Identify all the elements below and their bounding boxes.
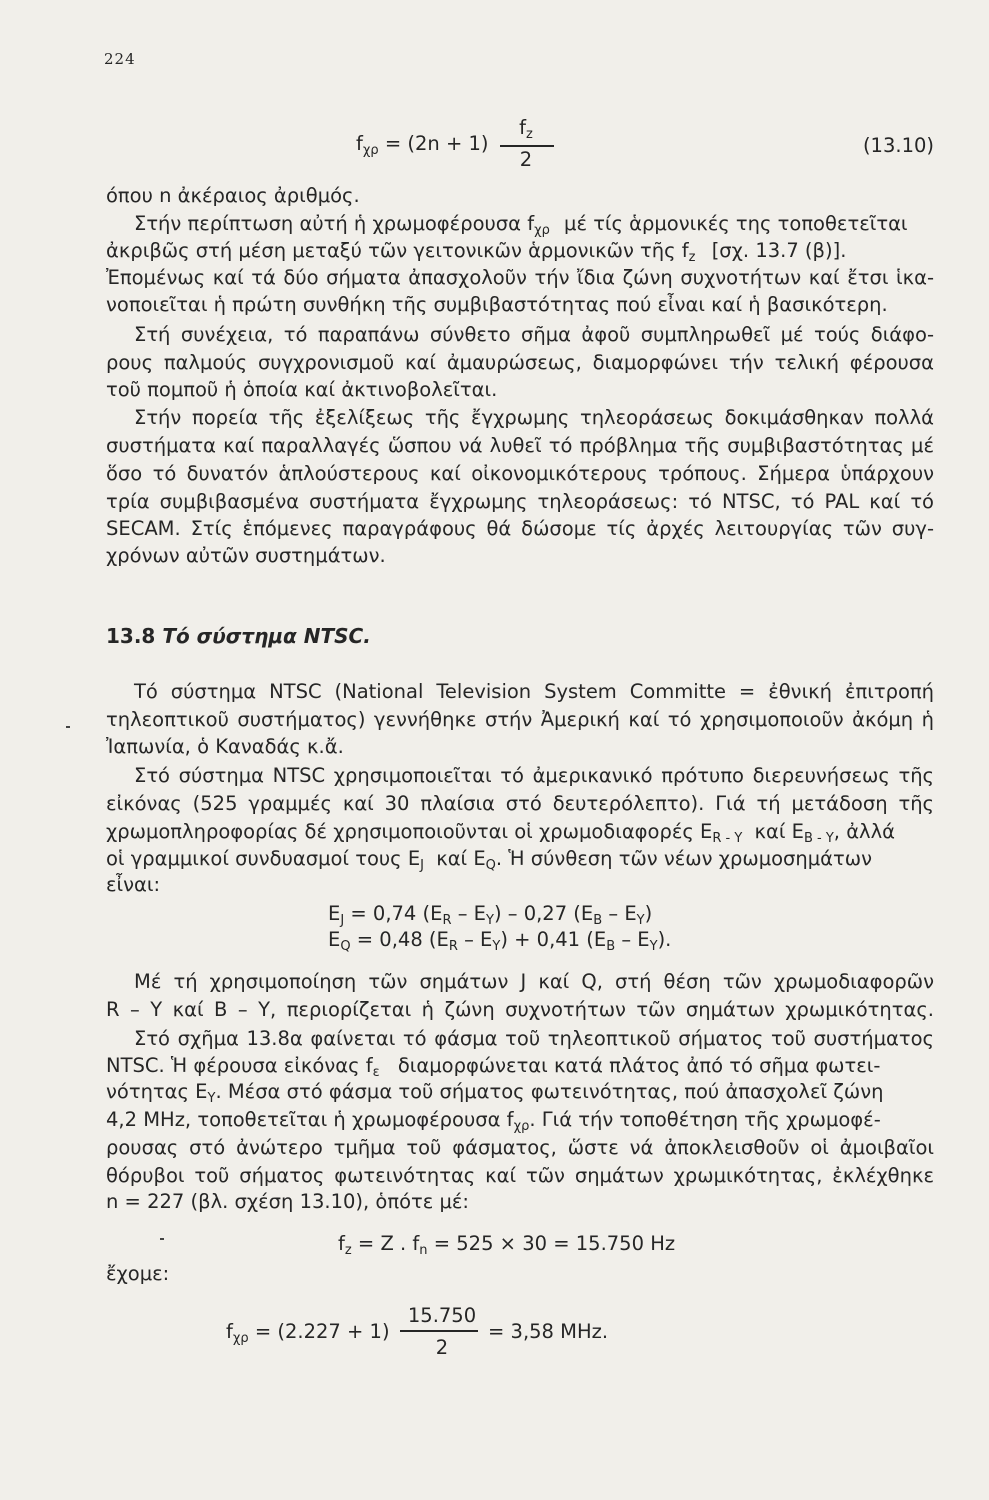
- text-line: Στήν περίπτωση αὐτή ἡ χρωμοφέρουσα $f_{\chi\rho}$ μέ τίς ἁρμονικές της τοποθετεῖται: [134, 212, 908, 238]
- text-line: Μέ τή χρησιμοποίηση τῶν σημάτων J καί Q, στή θέση τῶν χρωμοδιαφορῶν: [134, 970, 934, 993]
- eq-13-10-numerator: $f_z$: [519, 116, 533, 142]
- text-line: όπου n ἀκέραιος ἀριθμός.: [106, 184, 360, 207]
- equation-ej: $E_J = 0,74$ $(E_R - E_Y) - 0,27$ $(E_B - E_Y)$: [328, 902, 653, 928]
- text-line: 4,2 MHz, τοποθετεῖται ἡ χρωμοφέρουσα $f_{\chi\rho}$. Γιά τήν τοποθέτηση τῆς χρωμοφέ-: [106, 1108, 881, 1134]
- text-line: τοῦ πομποῦ ἡ ὁποία καί ἀκτινοβολεῖται.: [106, 378, 498, 401]
- text-line: θόρυβοι τοῦ σήματος φωτεινότητας καί τῶν σημάτων χρωμικότητας, ἐκλέχθηκε: [106, 1164, 934, 1187]
- text-line: τρία συμβιβασμένα συστήματα ἔγχρωμης τηλεοράσεως: τό NTSC, τό PAL καί τό: [106, 490, 934, 513]
- text-line: νοποιεῖται ἡ πρώτη συνθήκη τῆς συμβιβαστότητας πού εἶναι καί ἡ βασικότερη.: [106, 293, 888, 316]
- final-numerator: 15.750: [407, 1304, 477, 1327]
- page-number: 224: [104, 50, 136, 68]
- equation-number: (13.10): [862, 134, 934, 157]
- equation-final-result: = 3,58 MHz.: [488, 1320, 609, 1343]
- text-line: R – Y καί B – Y, περιορίζεται ἡ ζώνη συχνοτήτων τῶν σημάτων χρωμικότητας.: [106, 998, 934, 1021]
- eq-13-10-denominator: 2: [519, 148, 533, 171]
- text-line: χρόνων αὐτῶν συστημάτων.: [106, 544, 386, 567]
- equation-13-10: $f_{\chi\rho} = (2n + 1)$: [356, 132, 489, 158]
- text-line: οἱ γραμμικοί συνδυασμοί τους $E_J$ καί $E_Q$. Ἡ σύνθεση τῶν νέων χρωμοσημάτων: [106, 847, 872, 873]
- text-line: SECAM. Στίς ἑπόμενες παραγράφους θά δώσομε τίς ἀρχές λειτουργίας τῶν συγ-: [106, 517, 934, 540]
- text-line: Ἰαπωνία, ὁ Καναδάς κ.ἄ.: [106, 735, 344, 758]
- text-line: NTSC. Ἡ φέρουσα εἰκόνας $f_\varepsilon$ διαμορφώνεται κατά πλάτος ἀπό τό σῆμα φωτει-: [106, 1054, 881, 1080]
- print-speck: [66, 726, 70, 728]
- fraction-bar: [500, 145, 554, 147]
- text-line: n = 227 (βλ. σχέση 13.10), ὁπότε μέ:: [106, 1190, 470, 1213]
- text-line: Στήν πορεία τῆς ἐξελίξεως τῆς ἔγχρωμης τηλεοράσεως δοκιμάσθηκαν πολλά: [134, 406, 934, 429]
- text-line: χρωμοπληροφορίας δέ χρησιμοποιοῦνται οἱ χρωμοδιαφορές $E_{R - Y}$ καί $E_{B - Y}$, ἀλλά: [106, 820, 895, 846]
- text-line: ρους παλμούς συγχρονισμοῦ καί ἀμαυρώσεως, διαμορφώνει τήν τελική φέρουσα: [106, 351, 934, 374]
- text-line: Τό σύστημα NTSC (National Television System Committe = ἐθνική ἐπιτροπή: [134, 680, 934, 703]
- equation-eq: $E_Q = 0,48$ $(E_R - E_Y) + 0,41$ $(E_B - E_Y)$.: [328, 928, 672, 954]
- fraction-bar: [400, 1330, 478, 1332]
- text-line: Στό σύστημα NTSC χρησιμοποιεῖται τό ἀμερικανικό πρότυπο διερευνήσεως τῆς: [134, 764, 934, 787]
- equation-fz: $f_z = Z$ . $f_n = 525 \times 30 = 15.750$ Hz: [338, 1232, 676, 1258]
- print-speck: [160, 1238, 164, 1240]
- text-line: ὅσο τό δυνατόν ἁπλούστερους καί οἰκονομικότερους τρόπους. Σήμερα ὑπάρχουν: [106, 462, 934, 485]
- text-line: Στό σχῆμα 13.8α φαίνεται τό φάσμα τοῦ τηλεοπτικοῦ σήματος τοῦ συστήματος: [134, 1027, 934, 1050]
- text-line: νότητας $E_Y$. Μέσα στό φάσμα τοῦ σήματος φωτεινότητας, πού ἀπασχολεῖ ζώνη: [106, 1080, 884, 1106]
- equation-final: $f_{\chi\rho} = (2.227 + 1)$: [226, 1320, 390, 1346]
- final-denominator: 2: [435, 1336, 449, 1359]
- text-line: συστήματα καί παραλλαγές ὥσπου νά λυθεῖ τό πρόβλημα τῆς συμβιβαστότητας μέ: [106, 434, 934, 457]
- text-line: ἀκριβῶς στή μέση μεταξύ τῶν γειτονικῶν ἁρμονικῶν τῆς $f_z$ [σχ. 13.7 (β)].: [106, 239, 847, 265]
- section-heading: 13.8 Τό σύστημα NTSC.: [106, 624, 371, 648]
- text-line: εἰκόνας (525 γραμμές καί 30 πλαίσια στό δευτερόλεπτο). Γιά τή μετάδοση τῆς: [106, 792, 934, 815]
- text-line: ἔχομε:: [106, 1262, 170, 1285]
- text-line: Ἐπομένως καί τά δύο σήματα ἀπασχολοῦν τήν ἴδια ζώνη συχνοτήτων καί ἔτσι ἱκα-: [106, 266, 934, 289]
- text-line: τηλεοπτικοῦ συστήματος) γεννήθηκε στήν Ἀμερική καί τό χρησιμοποιοῦν ἀκόμη ἡ: [106, 708, 934, 731]
- text-line: ρουσας στό ἀνώτερο τμῆμα τοῦ φάσματος, ὥστε νά ἀποκλεισθοῦν οἱ ἀμοιβαῖοι: [106, 1136, 934, 1159]
- text-line: Στή συνέχεια, τό παραπάνω σύνθετο σῆμα ἀφοῦ συμπληρωθεῖ μέ τούς διάφο-: [134, 323, 934, 346]
- text-line: εἶναι:: [106, 873, 161, 896]
